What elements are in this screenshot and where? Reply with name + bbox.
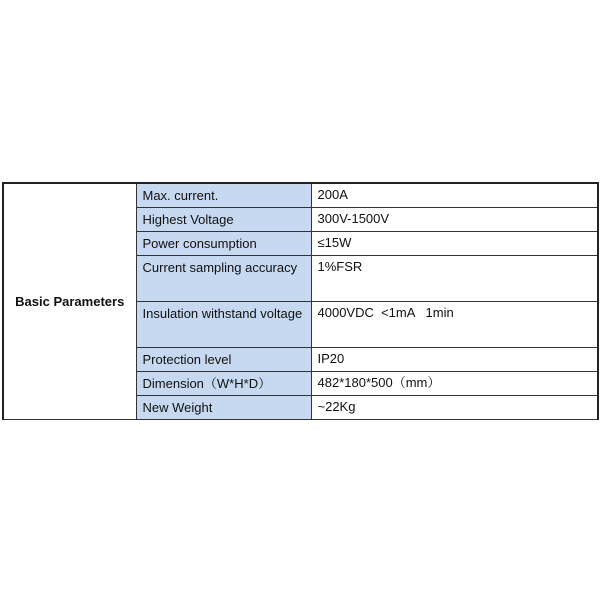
param-value: 200A [311, 183, 598, 208]
param-value: 482*180*500（mm） [311, 372, 598, 396]
param-label: Protection level [136, 348, 311, 372]
param-value: 1%FSR [311, 256, 598, 302]
param-label: Max. current. [136, 183, 311, 208]
group-label: Basic Parameters [3, 183, 136, 420]
param-value: 300V-1500V [311, 208, 598, 232]
parameters-table [2, 182, 599, 420]
param-label: Dimension（W*H*D） [136, 372, 311, 396]
param-label: New Weight [136, 396, 311, 420]
param-value: 4000VDC <1mA 1min [311, 302, 598, 348]
param-value: ~22Kg [311, 396, 598, 420]
param-label: Current sampling accuracy [136, 256, 311, 302]
table-row [3, 183, 598, 208]
param-label: Insulation withstand voltage [136, 302, 311, 348]
param-label: Highest Voltage [136, 208, 311, 232]
param-value: IP20 [311, 348, 598, 372]
param-label: Power consumption [136, 232, 311, 256]
param-value: ≤15W [311, 232, 598, 256]
